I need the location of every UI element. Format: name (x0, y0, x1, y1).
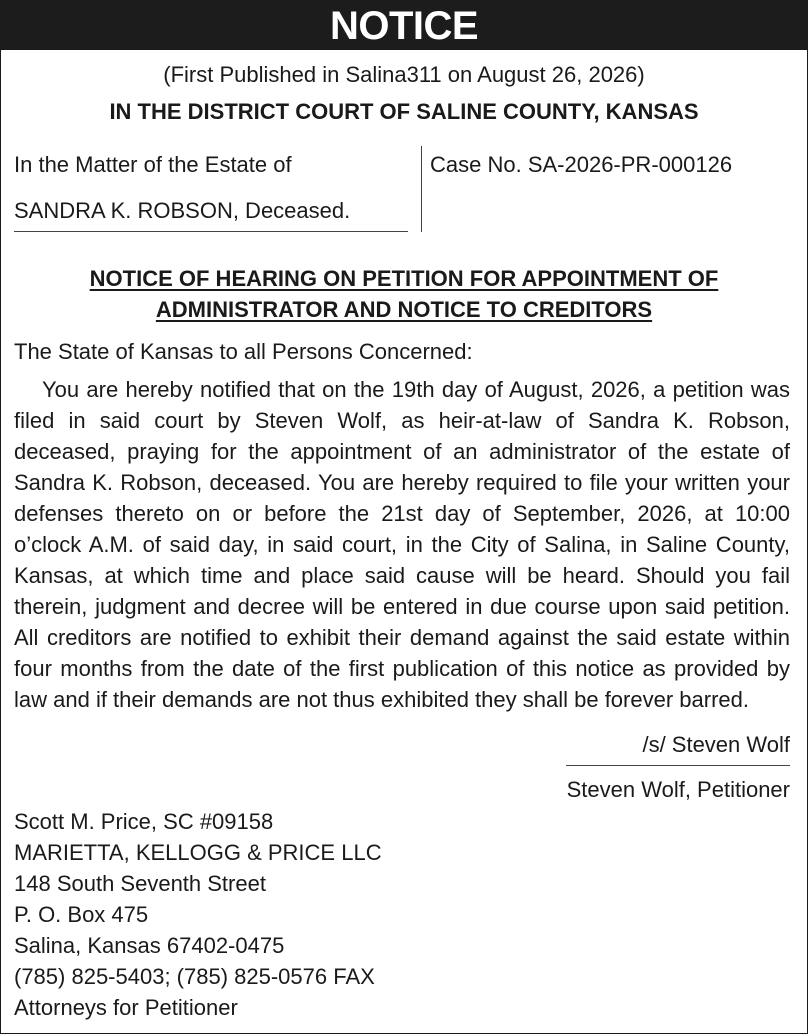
signature-rule (566, 765, 790, 766)
case-number: Case No. SA-2026-PR-000126 (430, 152, 733, 177)
attorney-block (14, 806, 382, 1023)
attorney-street: 148 South Seventh Street (14, 871, 266, 896)
salutation: The State of Kansas to all Persons Concerned: (14, 339, 473, 364)
matter-line-2: SANDRA K. ROBSON, Deceased. (14, 198, 351, 223)
attorney-role: Attorneys for Petitioner (14, 995, 238, 1020)
matter-line-1: In the Matter of the Estate of (14, 152, 292, 177)
notice-title-line-1: NOTICE OF HEARING ON PETITION FOR APPOINTMENT OF (89, 266, 719, 291)
petitioner-name: Steven Wolf, Petitioner (566, 777, 790, 802)
attorney-phone: (785) 825-5403; (785) 825-0576 FAX (14, 964, 375, 989)
attorney-city: Salina, Kansas 67402-0475 (14, 933, 285, 958)
notice-body: You are hereby notified that on the 19th day of August, 2026, a petition was filed in said court by Steven Wolf, as heir-at-law of Sandra K. Robson, deceased, praying for the appointment of an administrator of the estate of Sandra K. Robson, deceased. You are hereby required to file your written your defenses thereto on or before the 21st day of September, 2026, at 10:00 o’clock A.M. of said day, in said court, in the City of Salina, in Saline County, Kansas, at which time and place said cause will be heard. Should you fail therein, judgment and decree will be entered in due course upon said petition. All creditors are notified to exhibit their demand against the said estate within four months from the date of the first publication of this notice as provided by law and if their demands are not thus exhibited they shall be forever barred. (14, 377, 790, 712)
court-heading: IN THE DISTRICT COURT OF SALINE COUNTY, KANSAS (109, 99, 699, 124)
caption-divider (421, 146, 422, 232)
publication-note: (First Published in Salina311 on August 26, 2026) (163, 62, 645, 87)
notice-title-line-2: ADMINISTRATOR AND NOTICE TO CREDITORS (155, 297, 653, 322)
notice-banner: NOTICE (0, 0, 808, 50)
attorney-name: Scott M. Price, SC #09158 (14, 809, 274, 834)
attorney-po-box: P. O. Box 475 (14, 902, 149, 927)
caption-underline (14, 231, 408, 232)
signature-line: /s/ Steven Wolf (642, 732, 790, 757)
attorney-firm: MARIETTA, KELLOGG & PRICE LLC (14, 840, 382, 865)
